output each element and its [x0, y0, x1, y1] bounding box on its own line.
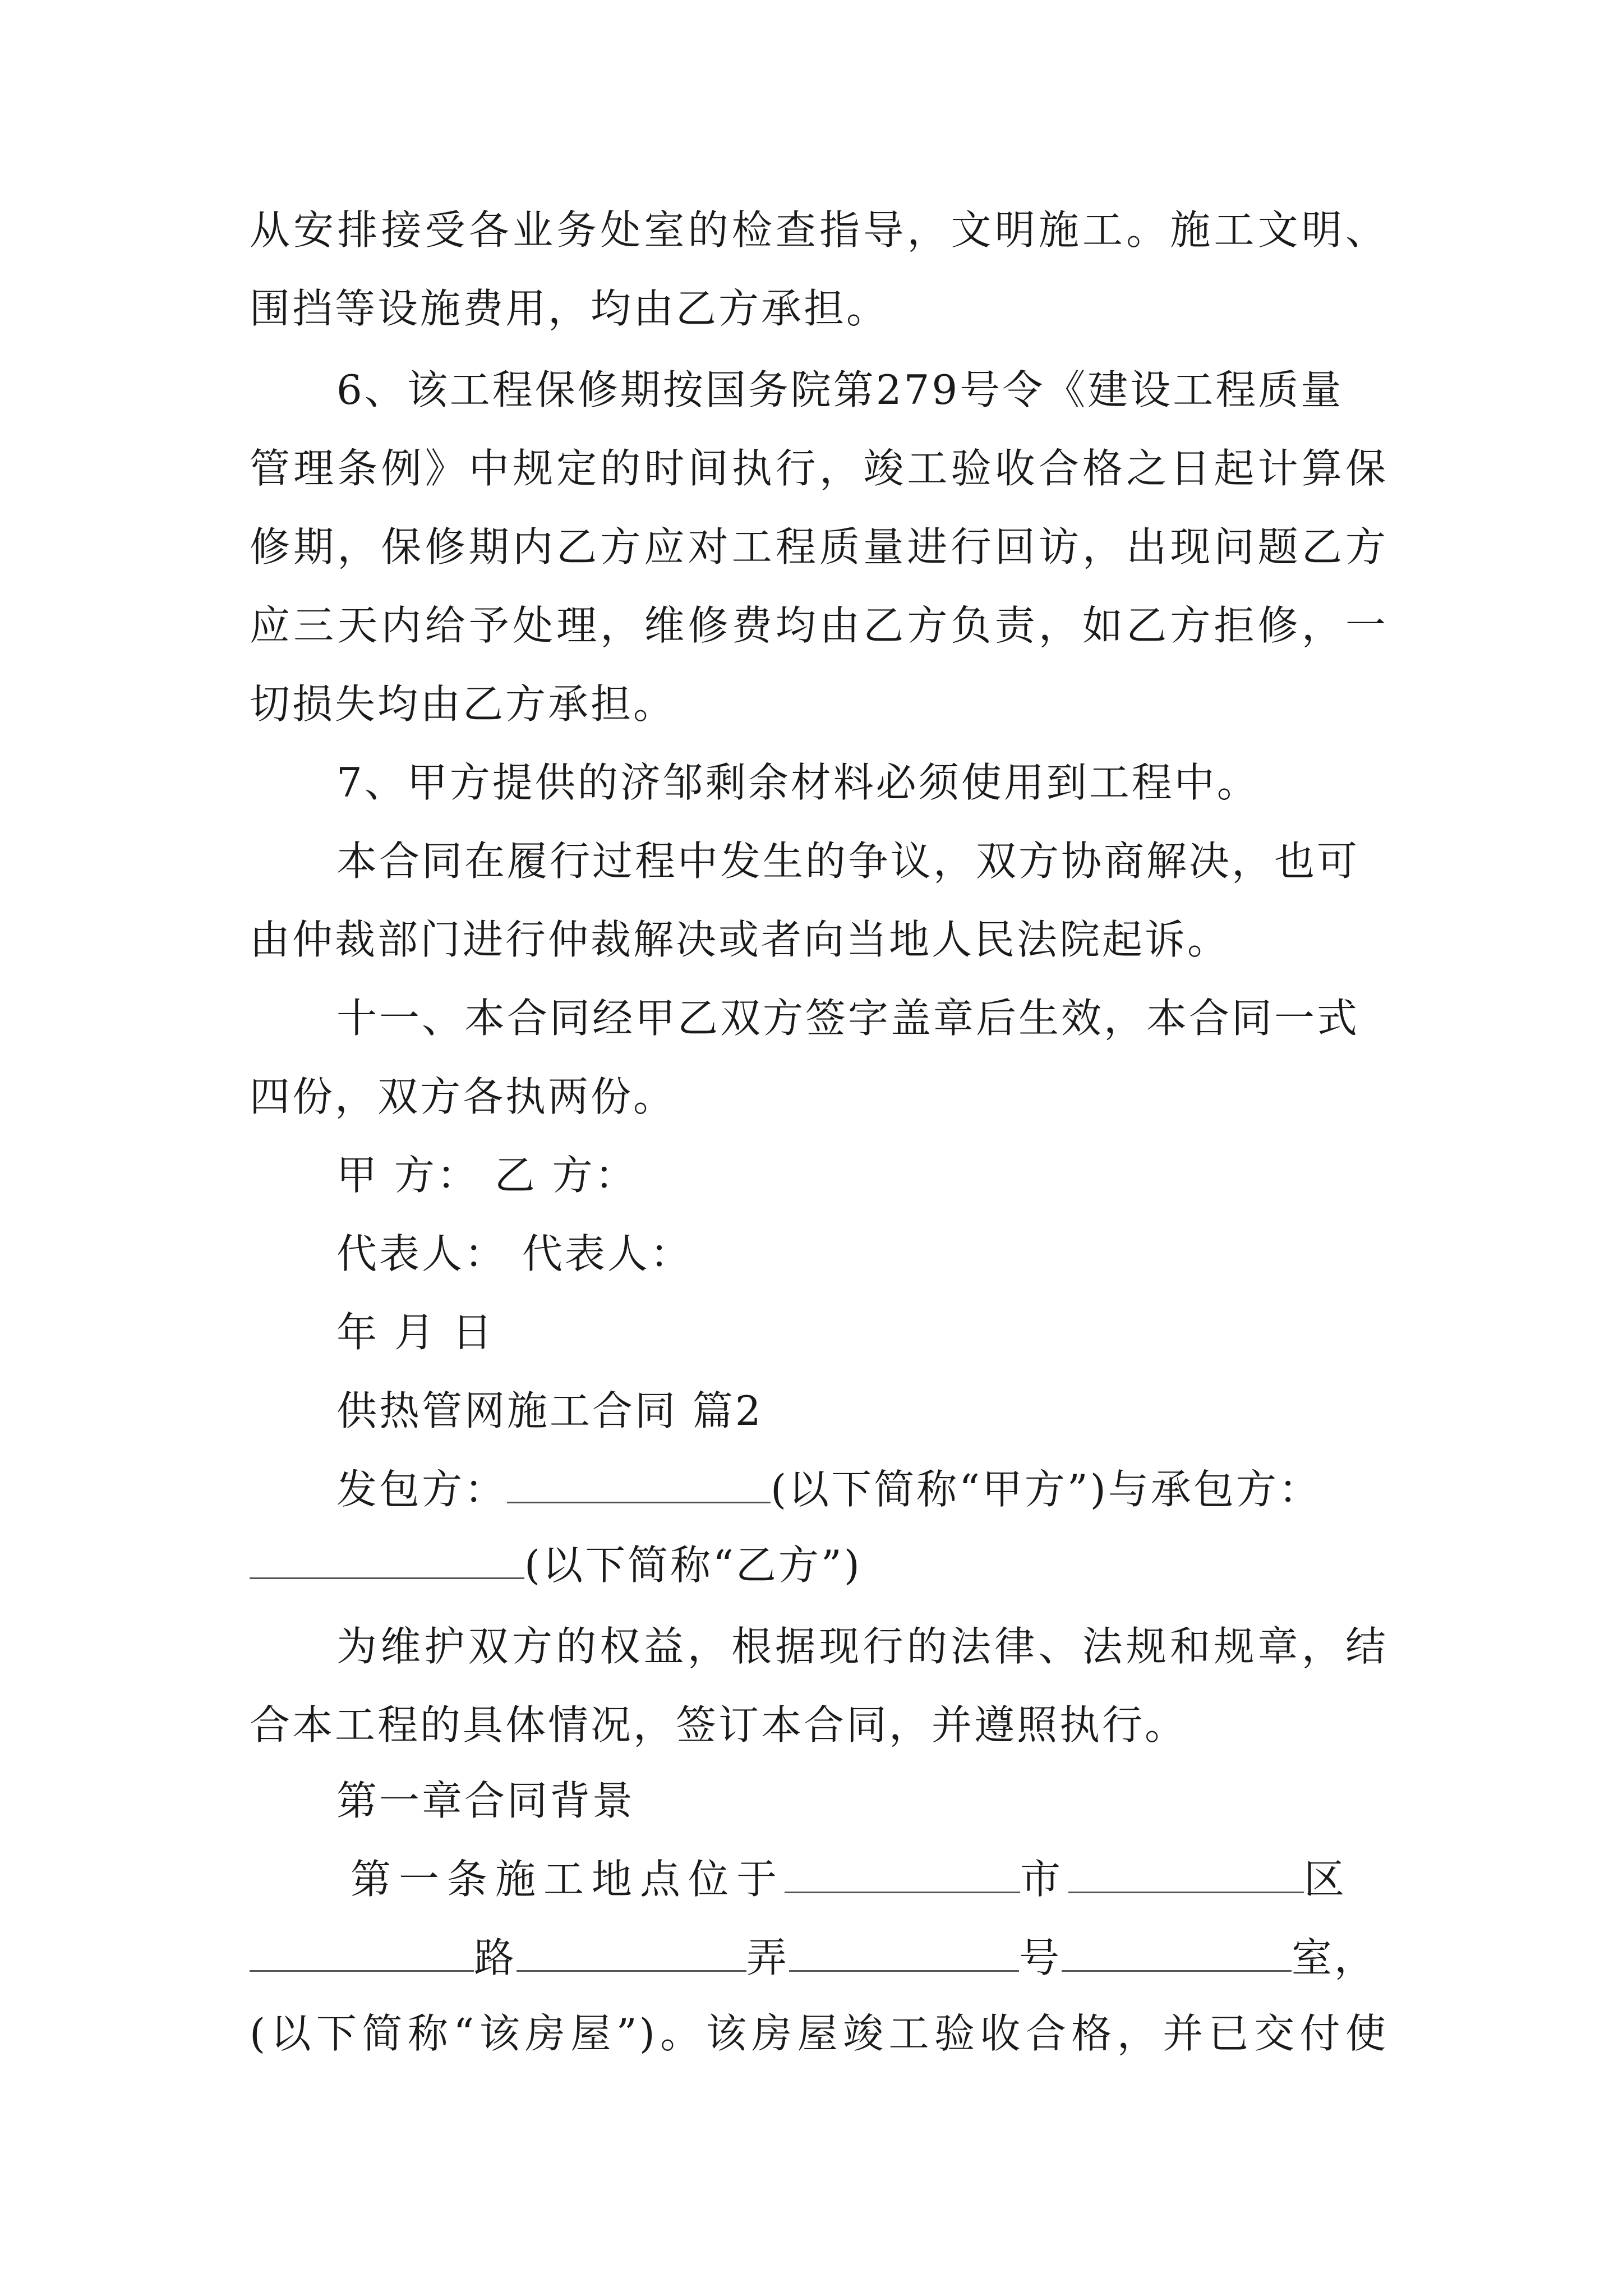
lane-blank [517, 1935, 746, 1972]
paragraph-line: 四份，双方各执两份。 [250, 1073, 676, 1120]
city-blank [785, 1857, 1020, 1893]
district-label: 区 [1304, 1856, 1353, 1903]
signature-representative-line: 代表人： 代表人： [336, 1230, 693, 1277]
room-blank [1062, 1935, 1292, 1972]
purpose-line: 合本工程的具体情况，签订本合同，并遵照执行。 [250, 1701, 1188, 1749]
paragraph-line: 管理条例》中规定的时间执行，竣工验收合格之日起计算保 [250, 445, 1388, 492]
contractor-suffix: (以下简称“甲方”)与承包方： [771, 1466, 1321, 1513]
road-label: 路 [474, 1934, 517, 1981]
clause-11-line: 十一、本合同经甲乙双方签字盖章后生效，本合同一式 [336, 995, 1360, 1042]
chapter-title: 第一章合同背景 [336, 1777, 635, 1824]
paragraph-line: 围挡等设施费用，均由乙方承担。 [250, 285, 889, 332]
paragraph-line: 修期，保修期内乙方应对工程质量进行回访，出现问题乙方 [250, 523, 1388, 570]
clause-7-line: 7、甲方提供的济邹剩余材料必须使用到工程中。 [336, 759, 1260, 806]
party-a-blank [507, 1467, 771, 1503]
contractor-second-suffix: (以下简称“乙方”) [524, 1542, 862, 1589]
party-b-blank [250, 1543, 524, 1579]
article-one-line [351, 1854, 1352, 1904]
dispute-clause-line: 本合同在履行过程中发生的争议，双方协商解决，也可 [336, 838, 1360, 885]
paragraph-line: 切损失均由乙方承担。 [250, 680, 676, 728]
number-label: 号 [1019, 1934, 1062, 1981]
address-line [250, 1932, 1377, 1983]
paragraph-line: (以下简称“该房屋”)。该房屋竣工验收合格，并已交付使 [250, 2010, 1388, 2057]
room-label: 室， [1292, 1934, 1377, 1981]
contractor-label: 发包方： [336, 1466, 508, 1513]
number-blank [789, 1935, 1019, 1972]
clause-6-line: 6、该工程保修期按国务院第279号令《建设工程质量 [336, 366, 1344, 413]
article-one-lead: 第一条施工地点位于 [351, 1856, 785, 1903]
road-blank [250, 1935, 474, 1972]
paragraph-line: 应三天内给予处理，维修费均由乙方负责，如乙方拒修，一 [250, 602, 1388, 649]
contractor-line-2 [250, 1540, 862, 1590]
lane-label: 弄 [746, 1934, 790, 1981]
section-heading: 供热管网施工合同 篇2 [336, 1387, 763, 1434]
signature-date-line: 年 月 日 [336, 1309, 495, 1356]
contractor-line [336, 1464, 1321, 1515]
paragraph-line: 由仲裁部门进行仲裁解决或者向当地人民法院起诉。 [250, 916, 1230, 963]
signature-party-line: 甲 方： 乙 方： [336, 1152, 638, 1199]
paragraph-line: 从安排接受各业务处室的检查指导，文明施工。施工文明、 [250, 206, 1388, 254]
city-label: 市 [1020, 1856, 1069, 1903]
district-blank [1068, 1857, 1304, 1893]
purpose-line: 为维护双方的权益，根据现行的法律、法规和规章，结 [336, 1623, 1388, 1670]
